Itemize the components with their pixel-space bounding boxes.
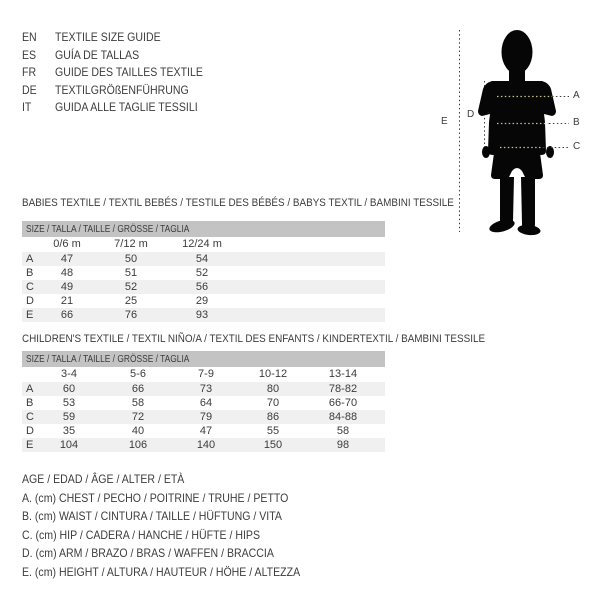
row-measure-label: E xyxy=(26,439,34,451)
value-cell: 84-88 xyxy=(328,411,358,423)
language-code-text: ES xyxy=(22,47,37,62)
neck-shape xyxy=(509,68,525,83)
row-measure-label: B xyxy=(26,267,34,279)
value-cell: 59 xyxy=(62,411,76,423)
value-cell: 66 xyxy=(131,383,145,395)
value-cell: 47 xyxy=(60,253,74,265)
value-cell: 56 xyxy=(195,281,209,293)
table-row xyxy=(22,382,385,396)
size-columns-spacer xyxy=(22,237,46,252)
row-measure-label: B xyxy=(26,397,34,409)
value-cell: 54 xyxy=(195,253,209,265)
language-title-text: GUIDE DES TAILLES TEXTILE xyxy=(55,65,203,79)
legend-line xyxy=(22,507,338,526)
children-table-header-bar xyxy=(22,351,385,367)
language-title-text: GUÍA DE TALLAS xyxy=(55,47,140,62)
children-table-header-text: SIZE / TALLA / TAILLE / GRÖSSE / TAGLIA xyxy=(26,353,190,365)
size-columns-row xyxy=(22,367,385,382)
row-measure-label: A xyxy=(26,383,34,395)
value-cell: 52 xyxy=(195,267,209,279)
right-foot-shape xyxy=(517,224,541,236)
value-cell: 60 xyxy=(62,383,76,395)
size-column-header: 7/12 m xyxy=(114,238,148,250)
table-row xyxy=(22,252,385,266)
measure-label-height: E xyxy=(441,116,448,127)
language-code xyxy=(22,82,55,100)
babies-size-table xyxy=(22,221,385,322)
babies-table-header-bar xyxy=(22,221,385,237)
value-cell: 47 xyxy=(199,425,213,437)
value-cell: 51 xyxy=(124,267,138,279)
value-cell: 29 xyxy=(195,295,209,307)
legend-line-text: D. (cm) ARM / BRAZO / BRAS / WAFFEN / BRACCIA xyxy=(22,546,274,561)
size-column-header: 12/24 m xyxy=(182,238,222,250)
right-leg-shape xyxy=(521,177,535,230)
value-cell: 25 xyxy=(124,295,138,307)
children-section-title xyxy=(22,332,537,346)
legend-line xyxy=(22,526,338,545)
value-cell: 76 xyxy=(124,309,138,321)
babies-section-title xyxy=(22,196,502,210)
value-cell: 70 xyxy=(266,397,280,409)
table-row xyxy=(22,410,385,424)
babies-section-title-text: BABIES TEXTILE / TEXTIL BEBÉS / TESTILE DES BÉBÉS / BABYS TEXTIL / BAMBINI TESSILE xyxy=(22,197,454,209)
row-measure-label: E xyxy=(26,309,34,321)
language-code-text: DE xyxy=(22,82,37,97)
babies-table-header-text: SIZE / TALLA / TAILLE / GRÖSSE / TAGLIA xyxy=(26,223,190,235)
value-cell: 93 xyxy=(195,309,209,321)
value-cell: 64 xyxy=(199,397,213,409)
size-columns-spacer xyxy=(22,367,46,382)
language-code xyxy=(22,47,55,65)
legend-line-text: A. (cm) CHEST / PECHO / POITRINE / TRUHE / PETTO xyxy=(22,490,289,505)
value-cell: 58 xyxy=(131,397,145,409)
legend-line xyxy=(22,563,338,582)
legend-line-text: E. (cm) HEIGHT / ALTURA / HAUTEUR / HÖHE / ALTEZZA xyxy=(22,564,301,579)
language-title xyxy=(55,64,223,82)
size-column-header: 0/6 m xyxy=(53,238,81,250)
legend-line-text: B. (cm) WAIST / CINTURA / TAILLE / HÜFTUNG / VITA xyxy=(22,509,282,524)
table-row xyxy=(22,308,385,322)
language-code xyxy=(22,64,55,82)
measure-label-arm: D xyxy=(467,109,475,120)
value-cell: 104 xyxy=(59,439,79,451)
value-cell: 73 xyxy=(199,383,213,395)
table-row xyxy=(22,294,385,308)
size-column-header: 10-12 xyxy=(258,368,288,380)
size-column-header: 3-4 xyxy=(61,368,77,380)
left-leg-shape xyxy=(500,177,514,227)
value-cell: 80 xyxy=(266,383,280,395)
measurement-legend xyxy=(22,470,338,582)
legend-line xyxy=(22,470,338,489)
value-cell: 58 xyxy=(336,425,350,437)
table-row xyxy=(22,438,385,452)
children-table-body xyxy=(22,367,385,452)
legend-line xyxy=(22,544,338,563)
language-title-text: TEXTILGRÖßENFÜHRUNG xyxy=(55,82,189,97)
value-cell: 78-82 xyxy=(328,383,358,395)
value-cell: 53 xyxy=(62,397,76,409)
value-cell: 48 xyxy=(60,267,74,279)
row-measure-label: D xyxy=(26,425,34,437)
size-column-header: 5-6 xyxy=(130,368,146,380)
value-cell: 50 xyxy=(124,253,138,265)
value-cell: 49 xyxy=(60,281,74,293)
value-cell: 98 xyxy=(336,439,350,451)
size-column-header: 7-9 xyxy=(198,368,214,380)
babies-table-body xyxy=(22,237,385,322)
value-cell: 52 xyxy=(124,281,138,293)
language-code-text: EN xyxy=(22,30,37,44)
size-column-header: 13-14 xyxy=(328,368,358,380)
language-row xyxy=(22,64,223,82)
measure-label-chest: A xyxy=(573,90,580,101)
legend-line-text: C. (cm) HIP / CADERA / HANCHE / HÜFTE / HIPS xyxy=(22,527,261,542)
shirt-shape xyxy=(478,81,556,155)
value-cell: 79 xyxy=(199,411,213,423)
language-code-text: FR xyxy=(22,65,37,79)
left-hand-shape xyxy=(482,146,490,158)
measure-label-waist: B xyxy=(573,117,580,128)
head-shape xyxy=(502,30,533,74)
children-section-title-text: CHILDREN'S TEXTILE / TEXTIL NIÑO/A / TEXTIL DES ENFANTS / KINDERTEXTIL / BAMBINI TESSILE xyxy=(22,333,486,345)
value-cell: 140 xyxy=(196,439,216,451)
value-cell: 106 xyxy=(128,439,148,451)
measure-label-hip: C xyxy=(573,141,581,152)
value-cell: 66 xyxy=(60,309,74,321)
table-row xyxy=(22,424,385,438)
value-cell: 35 xyxy=(62,425,76,437)
language-title-text: TEXTILE SIZE GUIDE xyxy=(55,30,161,44)
row-measure-label: D xyxy=(26,295,34,307)
language-guide xyxy=(22,29,223,117)
value-cell: 21 xyxy=(60,295,74,307)
table-row xyxy=(22,266,385,280)
value-cell: 86 xyxy=(266,411,280,423)
size-columns-row xyxy=(22,237,385,252)
language-code-text: IT xyxy=(22,100,32,114)
table-row xyxy=(22,396,385,410)
children-size-table xyxy=(22,351,385,452)
value-cell: 40 xyxy=(131,425,145,437)
language-row xyxy=(22,82,223,100)
value-cell: 72 xyxy=(131,411,145,423)
language-row xyxy=(22,47,223,65)
language-title-text: GUIDA ALLE TAGLIE TESSILI xyxy=(55,100,198,114)
legend-line xyxy=(22,489,338,508)
row-measure-label: C xyxy=(26,411,34,423)
value-cell: 55 xyxy=(266,425,280,437)
language-code xyxy=(22,29,55,47)
language-title xyxy=(55,47,151,65)
row-measure-label: C xyxy=(26,281,34,293)
language-title xyxy=(55,29,175,47)
value-cell: 150 xyxy=(263,439,283,451)
table-row xyxy=(22,280,385,294)
row-measure-label: A xyxy=(26,253,34,265)
value-cell: 66-70 xyxy=(328,397,358,409)
language-code xyxy=(22,99,55,117)
language-row xyxy=(22,29,223,47)
language-row xyxy=(22,99,223,117)
shorts-shape xyxy=(491,153,543,179)
language-title xyxy=(55,99,217,117)
legend-line-text: AGE / EDAD / ÂGE / ALTER / ETÀ xyxy=(22,472,185,486)
language-title xyxy=(55,82,207,100)
